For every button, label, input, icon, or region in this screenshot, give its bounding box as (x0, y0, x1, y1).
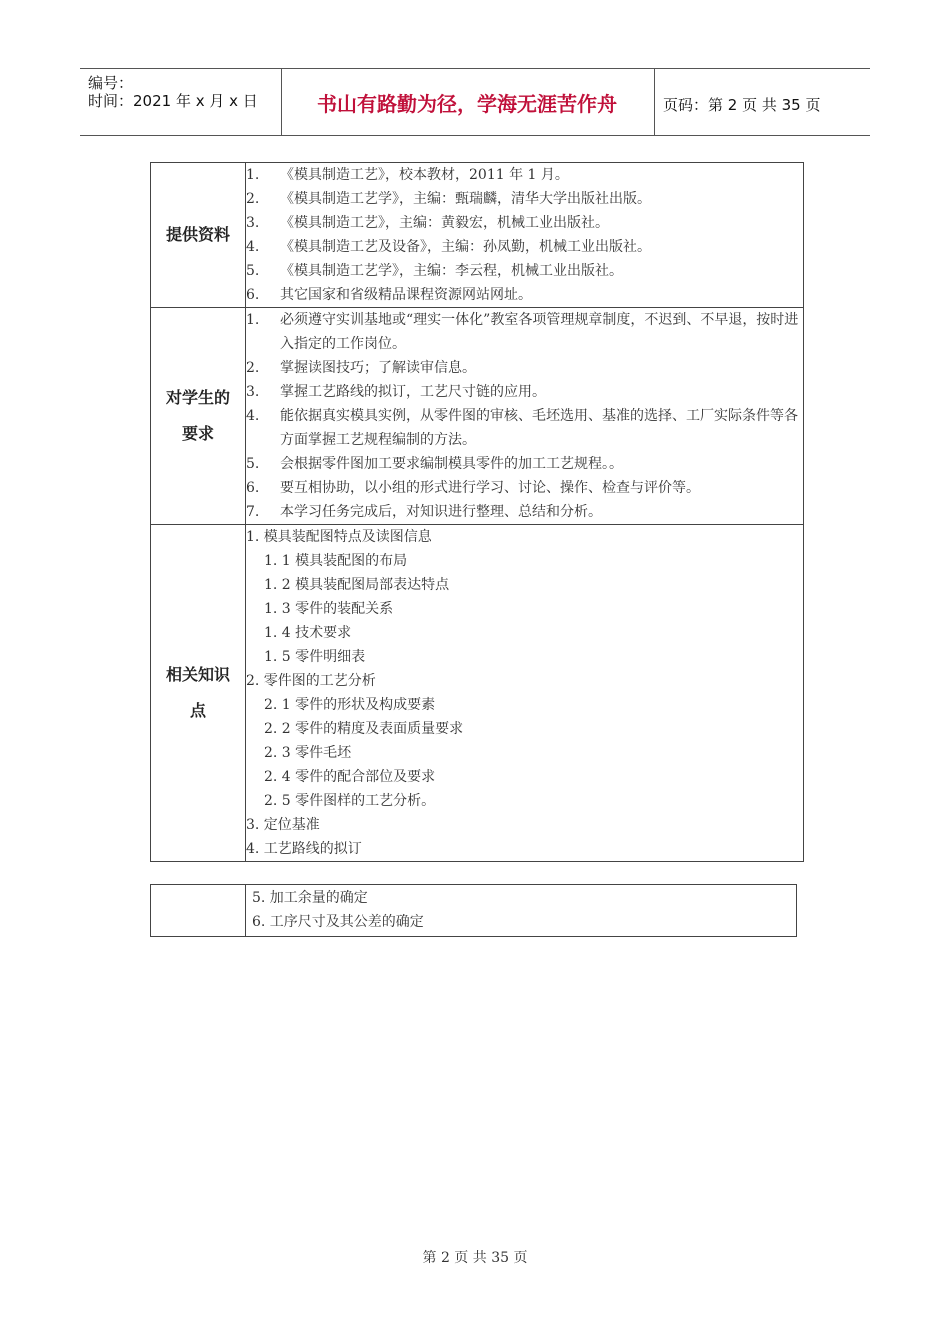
item-text: 《模具制造工艺》，校本教材，2011 年 1 月。 (280, 167, 569, 183)
knowledge-subitem: 1. 2 模具装配图局部表达特点 (264, 577, 450, 593)
knowledge-subitem: 2. 1 零件的形状及构成要素 (264, 697, 436, 713)
item-number: 5. (246, 456, 260, 472)
header-top-rule (80, 68, 870, 69)
student-requirements-list (246, 308, 804, 525)
knowledge-subitem: 1. 4 技术要求 (264, 625, 352, 641)
list-item (246, 356, 803, 380)
knowledge-points-list (246, 525, 804, 862)
item-number: 6. (246, 287, 260, 303)
row-label-line: 相关知识 (165, 665, 230, 684)
item-text: 必须遵守实训基地或“理实一体化”教室各项管理规章制度，不迟到、不早退，按时进入指定的工作岗位。 (280, 312, 799, 352)
item-number: 3. (246, 384, 260, 400)
row-label (151, 163, 246, 308)
knowledge-item: 5. 加工余量的确定 (252, 890, 368, 906)
item-number: 4. (246, 239, 260, 255)
list-item (246, 380, 803, 404)
knowledge-item: 4. 工艺路线的拟订 (246, 841, 362, 857)
knowledge-subitem: 2. 3 零件毛坯 (264, 745, 352, 761)
item-text: 《模具制造工艺》，主编：黄毅宏，机械工业出版社。 (280, 215, 609, 231)
knowledge-item: 2. 零件图的工艺分析 (246, 673, 376, 689)
item-number: 6. (246, 480, 260, 496)
item-number: 2. (246, 360, 260, 376)
item-text: 掌握工艺路线的拟订，工艺尺寸链的应用。 (280, 384, 546, 400)
item-text: 要互相协助，以小组的形式进行学习、讨论、操作、检查与评价等。 (280, 480, 700, 496)
row-label-line: 点 (189, 701, 206, 720)
item-text: 会根据零件图加工要求编制模具零件的加工工艺规程。。 (280, 456, 623, 472)
table-row (151, 163, 804, 308)
course-info-table (150, 162, 804, 862)
knowledge-subitem: 2. 2 零件的精度及表面质量要求 (264, 721, 464, 737)
knowledge-subitem: 1. 5 零件明细表 (264, 649, 366, 665)
item-number: 1. (246, 312, 260, 328)
list-item (246, 259, 803, 283)
item-number: 2. (246, 191, 260, 207)
list-item (246, 452, 803, 476)
materials-list (246, 163, 804, 308)
item-text: 本学习任务完成后，对知识进行整理、总结和分析。 (280, 504, 602, 520)
list-item (246, 308, 803, 356)
header-divider-right (654, 68, 655, 135)
list-item (246, 235, 803, 259)
item-number: 5. (246, 263, 260, 279)
list-item (246, 211, 803, 235)
list-item (246, 404, 803, 452)
header-motto: 书山有路勤为径，学海无涯苦作舟 (317, 92, 617, 116)
row-label-line: 对学生的 (165, 388, 230, 407)
knowledge-subitem: 2. 5 零件图样的工艺分析。 (264, 793, 436, 809)
knowledge-subitem: 1. 1 模具装配图的布局 (264, 553, 408, 569)
item-text: 《模具制造工艺学》，主编：甄瑞麟，清华大学出版社出版。 (280, 191, 651, 207)
item-number: 4. (246, 408, 260, 424)
table-row (151, 308, 804, 525)
item-number: 7. (246, 504, 260, 520)
item-number: 1. (246, 167, 260, 183)
row-label (151, 525, 246, 862)
list-item (246, 476, 803, 500)
row-label-line: 要求 (181, 424, 214, 443)
knowledge-item: 6. 工序尺寸及其公差的确定 (252, 914, 424, 930)
empty-label-cell (151, 885, 246, 937)
item-number: 3. (246, 215, 260, 231)
item-text: 掌握读图技巧；了解读审信息。 (280, 360, 476, 376)
document-number-label: 编号： (88, 74, 134, 92)
knowledge-continued-list (246, 885, 797, 937)
knowledge-subitem: 2. 4 零件的配合部位及要求 (264, 769, 436, 785)
document-date: 时间：2021 年 x 月 x 日 (88, 92, 258, 110)
table-row (151, 885, 797, 937)
row-label (151, 308, 246, 525)
knowledge-subitem: 1. 3 零件的装配关系 (264, 601, 394, 617)
list-item (246, 163, 803, 187)
item-text: 其它国家和省级精品课程资源网站网址。 (280, 287, 532, 303)
list-item (246, 500, 803, 524)
table-row (151, 525, 804, 862)
page-footer: 第 2 页 共 35 页 (422, 1250, 528, 1266)
page-indicator: 页码：第 2 页 共 35 页 (663, 96, 821, 114)
item-text: 《模具制造工艺及设备》，主编：孙凤勤，机械工业出版社。 (280, 239, 651, 255)
list-item (246, 283, 803, 307)
header-bottom-rule (80, 135, 870, 136)
item-text: 《模具制造工艺学》，主编：李云程，机械工业出版社。 (280, 263, 623, 279)
knowledge-continuation-table (150, 884, 797, 937)
knowledge-item: 1. 模具装配图特点及读图信息 (246, 529, 432, 545)
item-text: 能依据真实模具实例，从零件图的审核、毛坯选用、基准的选择、工厂实际条件等各方面掌握工艺规程编制的方法。 (280, 408, 798, 448)
row-label-line: 提供资料 (165, 225, 230, 244)
list-item (246, 187, 803, 211)
knowledge-item: 3. 定位基准 (246, 817, 320, 833)
